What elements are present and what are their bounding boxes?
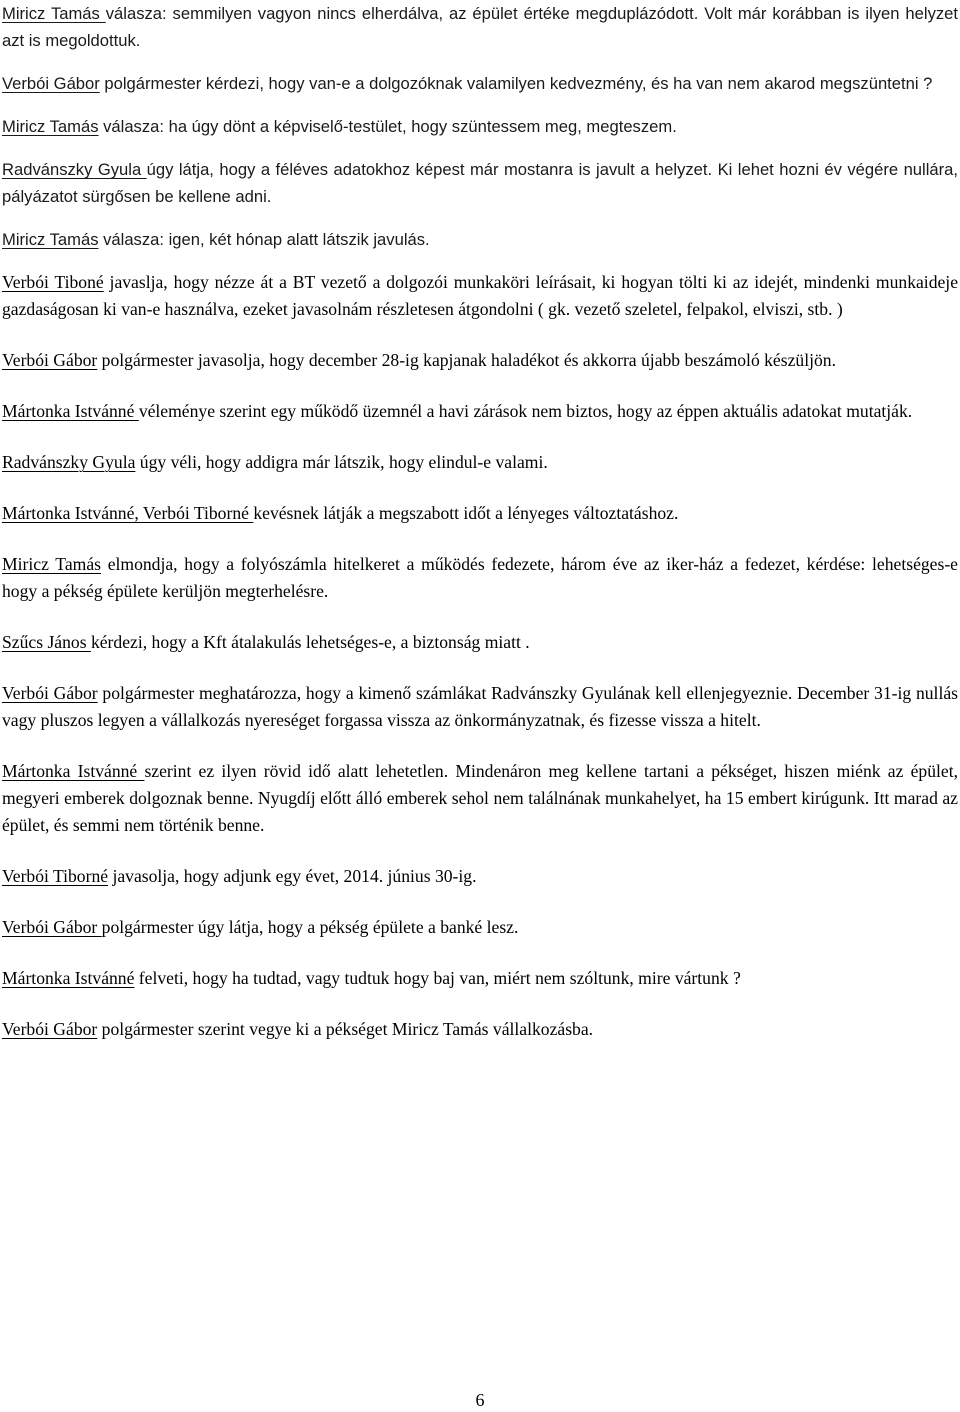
- paragraph-text: válasza: ha úgy dönt a képviselő-testület, hogy szüntessem meg, megteszem.: [98, 117, 677, 136]
- paragraph-text: szerint ez ilyen rövid idő alatt lehetetlen. Mindenáron meg kellene tartani a pékséget, hiszen miénk az épület, megyeri emberek dolgoznak benne. Nyugdíj előtt álló emberek sehol nem találnának munkahelyet, ha 15 embert kirúgunk. Itt marad az épület, és semmi nem történik benne.: [2, 761, 958, 835]
- speaker-name: Mártonka Istvánné: [2, 968, 135, 988]
- paragraph-text: úgy véli, hogy addigra már látszik, hogy elindul-e valami.: [135, 452, 548, 472]
- paragraph-6: [2, 269, 958, 323]
- page-number: 6: [475, 1390, 485, 1410]
- paragraph-2: [2, 70, 958, 97]
- speaker-name: Radvánszky Gyula: [2, 452, 136, 472]
- speaker-name: Mártonka Istvánné: [2, 401, 139, 421]
- paragraph-16: [2, 914, 958, 941]
- speaker-name: Verbói Gábor: [2, 683, 98, 703]
- speaker-name: Radvánszky Gyula: [2, 160, 147, 179]
- paragraph-14: [2, 758, 958, 839]
- paragraph-4: [2, 156, 958, 210]
- paragraph-13: [2, 680, 958, 734]
- paragraph-5: [2, 226, 958, 253]
- speaker-name: Miricz Tamás: [2, 554, 101, 574]
- paragraph-1: [2, 0, 958, 54]
- speaker-name: Mártonka Istvánné: [2, 761, 145, 781]
- speaker-name: Miricz Tamás: [2, 230, 99, 249]
- speaker-name: Verbói Tiboné: [2, 272, 104, 292]
- document-body: [2, 0, 958, 1067]
- paragraph-text: polgármester kérdezi, hogy van-e a dolgozóknak valamilyen kedvezmény, és ha van nem akarod megszüntetni ?: [99, 74, 933, 93]
- speaker-name: Verbói Tiborné: [2, 866, 109, 886]
- paragraph-11: [2, 551, 958, 605]
- paragraph-text: felveti, hogy ha tudtad, vagy tudtuk hogy baj van, miért nem szóltunk, mire vártunk ?: [134, 968, 741, 988]
- paragraph-text: elmondja, hogy a folyószámla hitelkeret a működés fedezete, három éve az iker-ház a fedezet, kérdése: lehetséges-e hogy a pékség épülete kerüljön megterhelésre.: [2, 554, 958, 601]
- paragraph-text: véleménye szerint egy működő üzemnél a havi zárások nem biztos, hogy az éppen aktuális adatokat mutatják.: [138, 401, 913, 421]
- paragraph-text: kérdezi, hogy a Kft átalakulás lehetséges-e, a biztonság miatt .: [90, 632, 530, 652]
- paragraph-text: javasolja, hogy adjunk egy évet, 2014. június 30-ig.: [108, 866, 477, 886]
- paragraph-18: [2, 1016, 958, 1043]
- paragraph-text: kevésnek látják a megszabott időt a lényeges változtatáshoz.: [253, 503, 679, 523]
- paragraph-7: [2, 347, 958, 374]
- paragraph-text: polgármester szerint vegye ki a pékséget Miricz Tamás vállalkozásba.: [97, 1019, 594, 1039]
- paragraph-12: [2, 629, 958, 656]
- speaker-name: Szűcs János: [2, 632, 91, 652]
- paragraph-text: polgármester úgy látja, hogy a pékség épülete a banké lesz.: [101, 917, 519, 937]
- paragraph-8: [2, 398, 958, 425]
- speaker-name: Verbói Gábor: [2, 917, 102, 937]
- paragraph-text: javaslja, hogy nézze át a BT vezető a dolgozói munkaköri leírásait, ki hogyan tölti ki az idejét, mindenki munkaideje gazdaságosan ki van-e használva, ezeket javasolnám részletesen átgondolni ( gk. vezető szeletel, felpakol, elviszi, stb. ): [2, 272, 958, 319]
- paragraph-10: [2, 500, 958, 527]
- paragraph-text: válasza: semmilyen vagyon nincs elherdálva, az épület értéke megduplázódott. Volt már korábban is ilyen helyzet azt is megoldottuk.: [2, 4, 959, 50]
- speaker-name: Verbói Gábor: [2, 1019, 98, 1039]
- speaker-name: Verbói Gábor: [2, 350, 98, 370]
- paragraph-3: [2, 113, 958, 140]
- paragraph-text: úgy látja, hogy a féléves adatokhoz képest már mostanra is javult a helyzet. Ki lehet hozni év végére nullára, pályázatot sürgősen be kellene adni.: [2, 160, 958, 206]
- paragraph-15: [2, 863, 958, 890]
- paragraph-text: polgármester javasolja, hogy december 28-ig kapjanak haladékot és akkorra újabb beszámoló készüljön.: [97, 350, 836, 370]
- paragraph-17: [2, 965, 958, 992]
- paragraph-text: polgármester meghatározza, hogy a kimenő számlákat Radvánszky Gyulának kell ellenjegyeznie. December 31-ig nullás vagy pluszos legyen a vállalkozás nyereséget forgassa vissza az önkormányzatnak, és fizesse vissza a hitelt.: [2, 683, 958, 730]
- speaker-name: Miricz Tamás: [2, 4, 106, 23]
- paragraph-9: [2, 449, 958, 476]
- speaker-name: Mártonka Istvánné, Verbói Tiborné: [2, 503, 254, 523]
- speaker-name: Verbói Gábor: [2, 74, 100, 93]
- speaker-name: Miricz Tamás: [2, 117, 99, 136]
- paragraph-text: válasza: igen, két hónap alatt látszik javulás.: [98, 230, 430, 249]
